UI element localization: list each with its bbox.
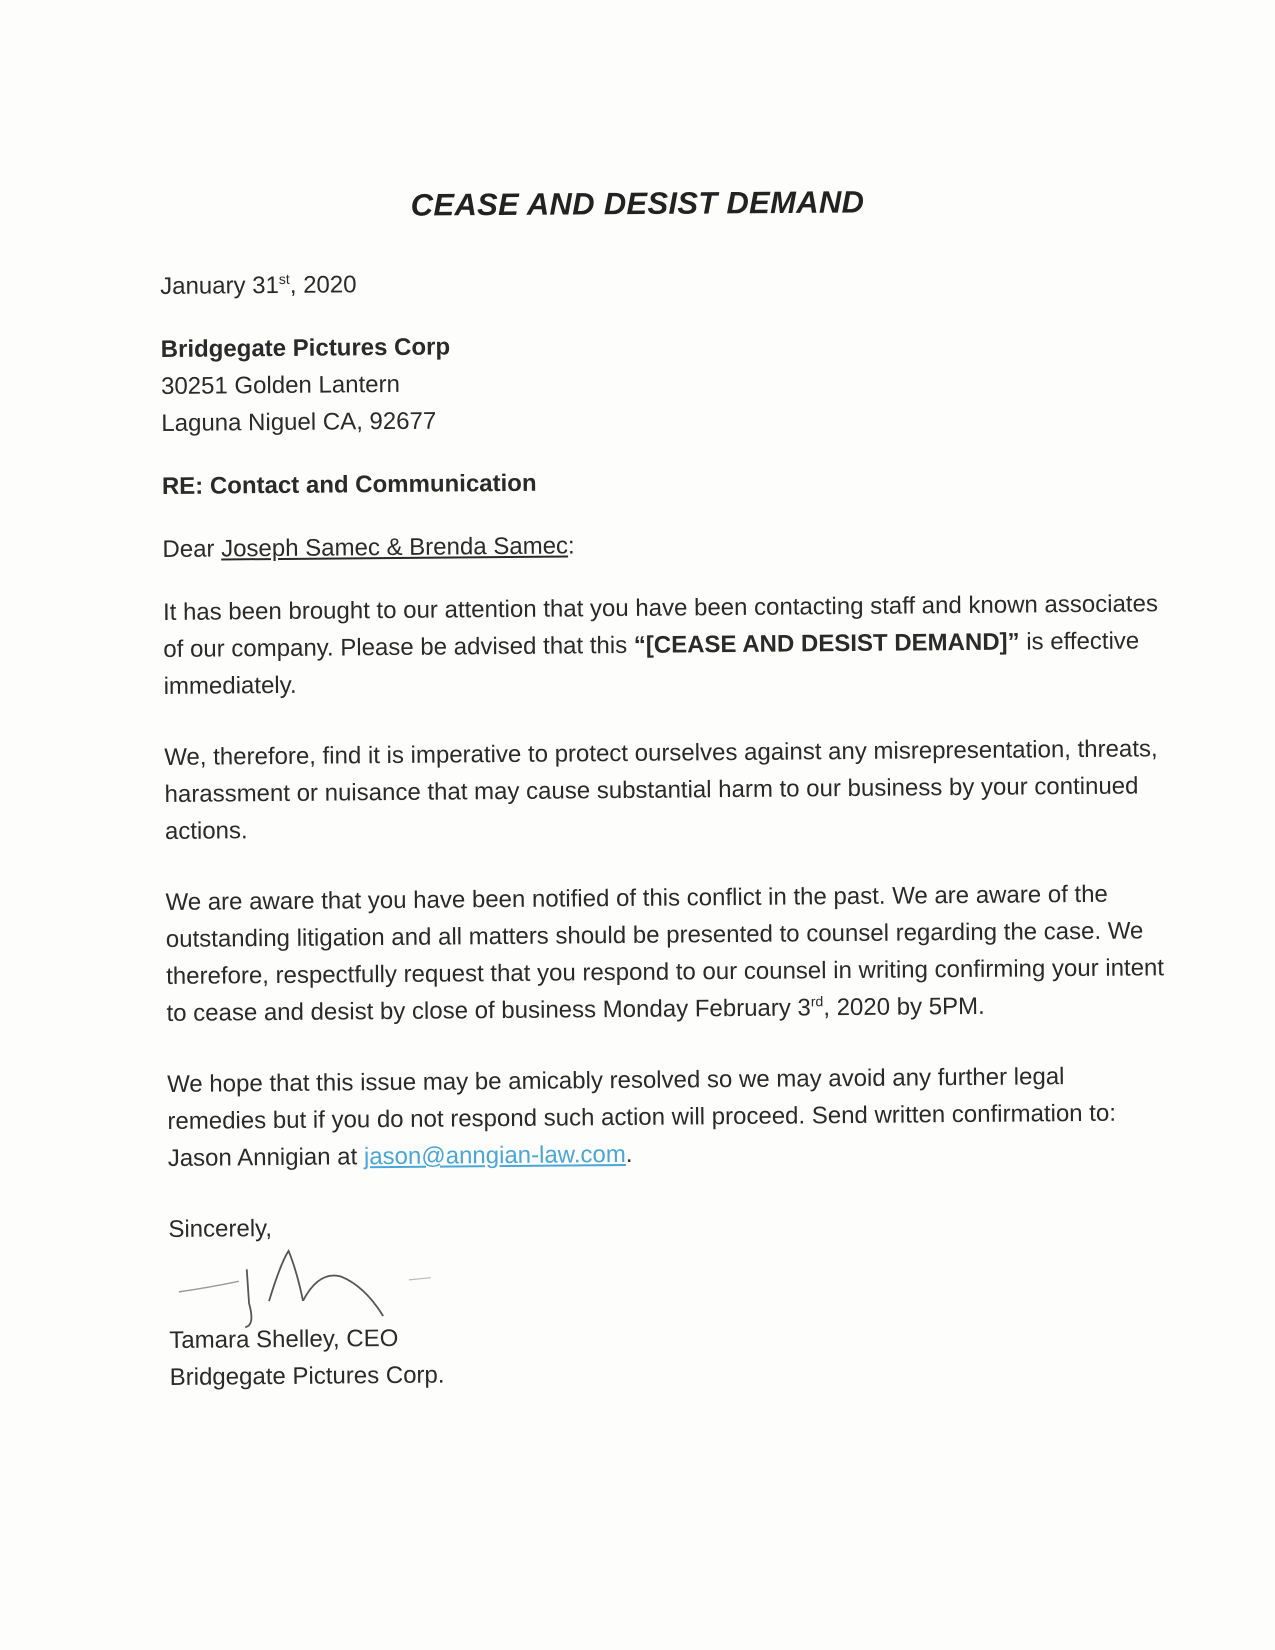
- letter-date: [160, 259, 1160, 305]
- recipient-street: 30251 Golden Lantern: [160, 370, 401, 400]
- salutation-suffix: :: [567, 532, 575, 560]
- para1-tail: is effective immediately.: [163, 627, 1140, 700]
- recipient-address: [161, 322, 1162, 442]
- para1-bold: “[CEASE AND DESIST DEMAND]”: [633, 628, 1020, 659]
- para4-text: We hope that this issue may be amicably resolved so we may avoid any further legal remedies but if you do not respond such action will proceed. Send written confirmation to: Jason Annigian at: [167, 1063, 1117, 1172]
- date-sup: st: [278, 270, 290, 287]
- salutation-names: Joseph Samec & Brenda Samec: [221, 532, 569, 563]
- email-link[interactable]: jason@anngian-law.com: [363, 1140, 626, 1171]
- signature-icon: [168, 1240, 439, 1330]
- salutation: [162, 522, 1162, 568]
- salutation-prefix: Dear: [162, 535, 222, 563]
- para4-tail: .: [625, 1140, 633, 1168]
- date-suffix: , 2020: [289, 271, 357, 299]
- signer-name: Tamara Shelley, CEO: [169, 1324, 399, 1354]
- closing: Sincerely,: [168, 1215, 273, 1243]
- page-title: CEASE AND DESIST DEMAND: [410, 184, 865, 223]
- recipient-city: Laguna Niguel CA, 92677: [161, 407, 437, 437]
- signer-company: Bridgegate Pictures Corp.: [169, 1361, 445, 1391]
- letter-body: [160, 259, 1170, 1396]
- paragraph-4: [167, 1057, 1168, 1177]
- paragraph-3: [165, 875, 1166, 1032]
- para3-text: We are aware that you have been notified of this conflict in the past. We are aware of the outstanding litigation and all matters should be presented to counsel regarding the case. We therefore, respectfully request that you respond to our counsel in writing confirming your intent to cease and desist by close of business Monday February 3: [165, 880, 1165, 1027]
- signer-block: [169, 1313, 1170, 1396]
- date-prefix: January 31: [160, 271, 280, 300]
- paragraph-1: [163, 585, 1164, 705]
- paragraph-2: We, therefore, find it is imperative to protect ourselves against any misrepresentation, threats, harassment or nuisance that may cause substantial harm to our business by your continued actions.: [164, 735, 1158, 845]
- re-line: RE: Contact and Communication: [161, 469, 537, 500]
- para3-sup: rd: [810, 993, 824, 1010]
- para1-text: It has been brought to our attention that you have been contacting staff and known associates of our company. Please be advised that this: [162, 590, 1159, 663]
- para3-tail: , 2020 by 5PM.: [823, 992, 985, 1022]
- recipient-company: Bridgegate Pictures Corp: [160, 333, 451, 363]
